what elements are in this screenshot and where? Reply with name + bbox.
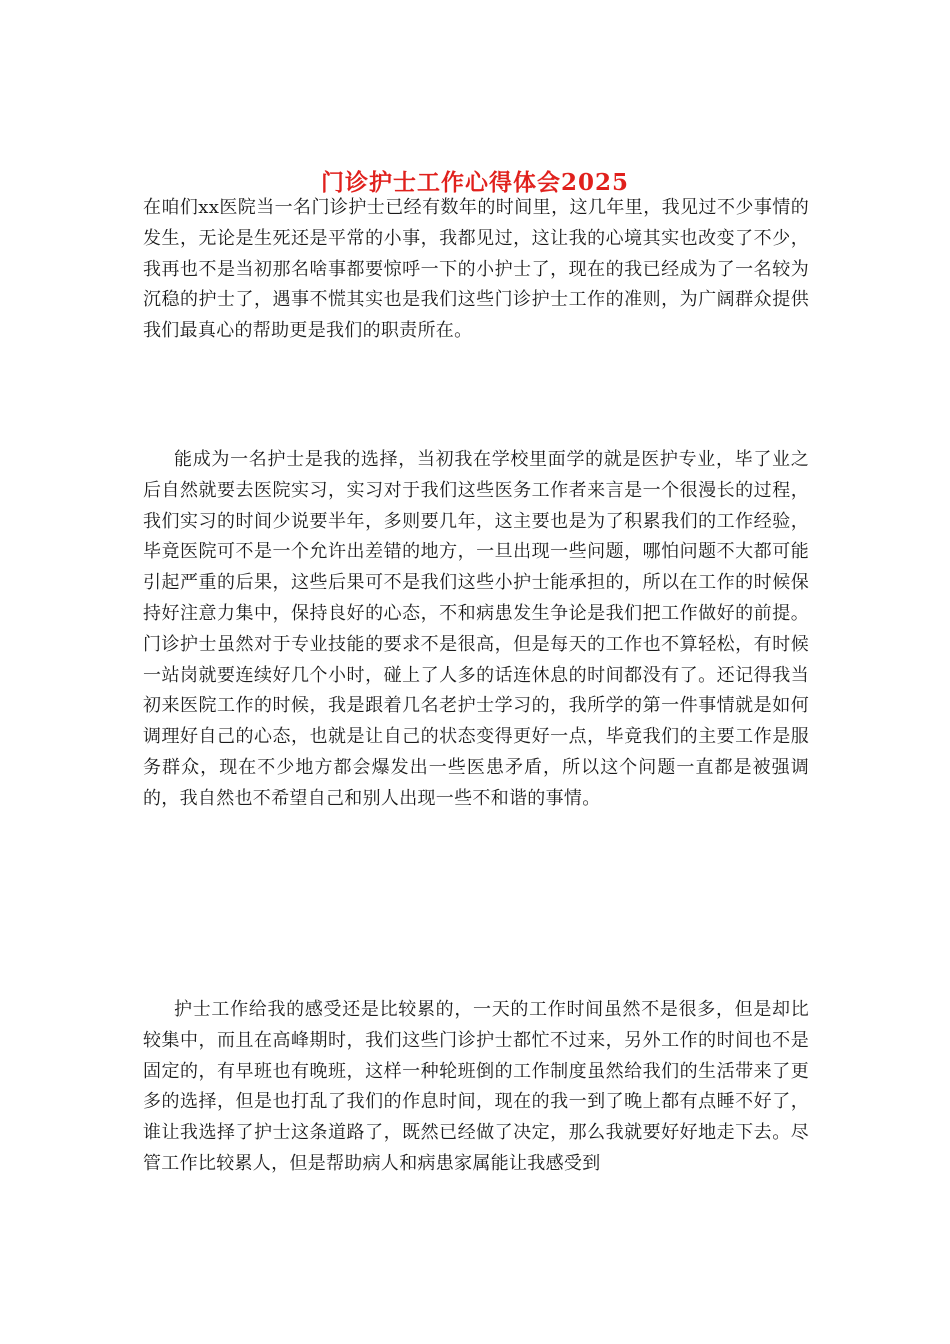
document-title: 门诊护士工作心得体会2025 bbox=[320, 169, 629, 197]
paragraph-2: 能成为一名护士是我的选择，当初我在学校里面学的就是医护专业，毕了业之后自然就要去医院实习，实习对于我们这些医务工作者来言是一个很漫长的过程，我们实习的时间少说要半年，多则要几年，这主要也是为了积累我们的工作经验，毕竟医院可不是一个允许出差错的地方，一旦出现一些问题，哪怕问题不大都可能引起严重的后果，这些后果可不是我们这些小护士能承担的，所以在工作的时候保持好注意力集中，保持良好的心态，不和病患发生争论是我们把工作做好的前提。门诊护士虽然对于专业技能的要求不是很高，但是每天的工作也不算轻松，有时候一站岗就要连续好几个小时，碰上了人多的话连休息的时间都没有了。还记得我当初来医院工作的时候，我是跟着几名老护士学习的，我所学的第一件事情就是如何调理好自己的心态，也就是让自己的状态变得更好一点，毕竟我们的主要工作是服务群众，现在不少地方都会爆发出一些医患矛盾，所以这个问题一直都是被强调的，我自然也不希望自己和别人出现一些不和谐的事情。 bbox=[143, 449, 809, 809]
paragraph-1: 在咱们xx医院当一名门诊护士已经有数年的时间里，这几年里，我见过不少事情的发生，无论是生死还是平常的小事，我都见过，这让我的心境其实也改变了不少，我再也不是当初那名啥事都要惊呼一下的小护士了，现在的我已经成为了一名较为沉稳的护士了，遇事不慌其实也是我们这些门诊护士工作的准则，为广阔群众提供我们最真心的帮助更是我们的职责所在。 bbox=[143, 197, 809, 342]
paragraph-3: 护士工作给我的感受还是比较累的，一天的工作时间虽然不是很多，但是却比较集中，而且在高峰期时，我们这些门诊护士都忙不过来，另外工作的时间也不是固定的，有早班也有晚班，这样一种轮班倒的工作制度虽然给我们的生活带来了更多的选择，但是也打乱了我们的作息时间，现在的我一到了晚上都有点睡不好了，谁让我选择了护士这条道路了，既然已经做了决定，那么我就要好好地走下去。尽管工作比较累人，但是帮助病人和病患家属能让我感受到 bbox=[143, 999, 809, 1174]
